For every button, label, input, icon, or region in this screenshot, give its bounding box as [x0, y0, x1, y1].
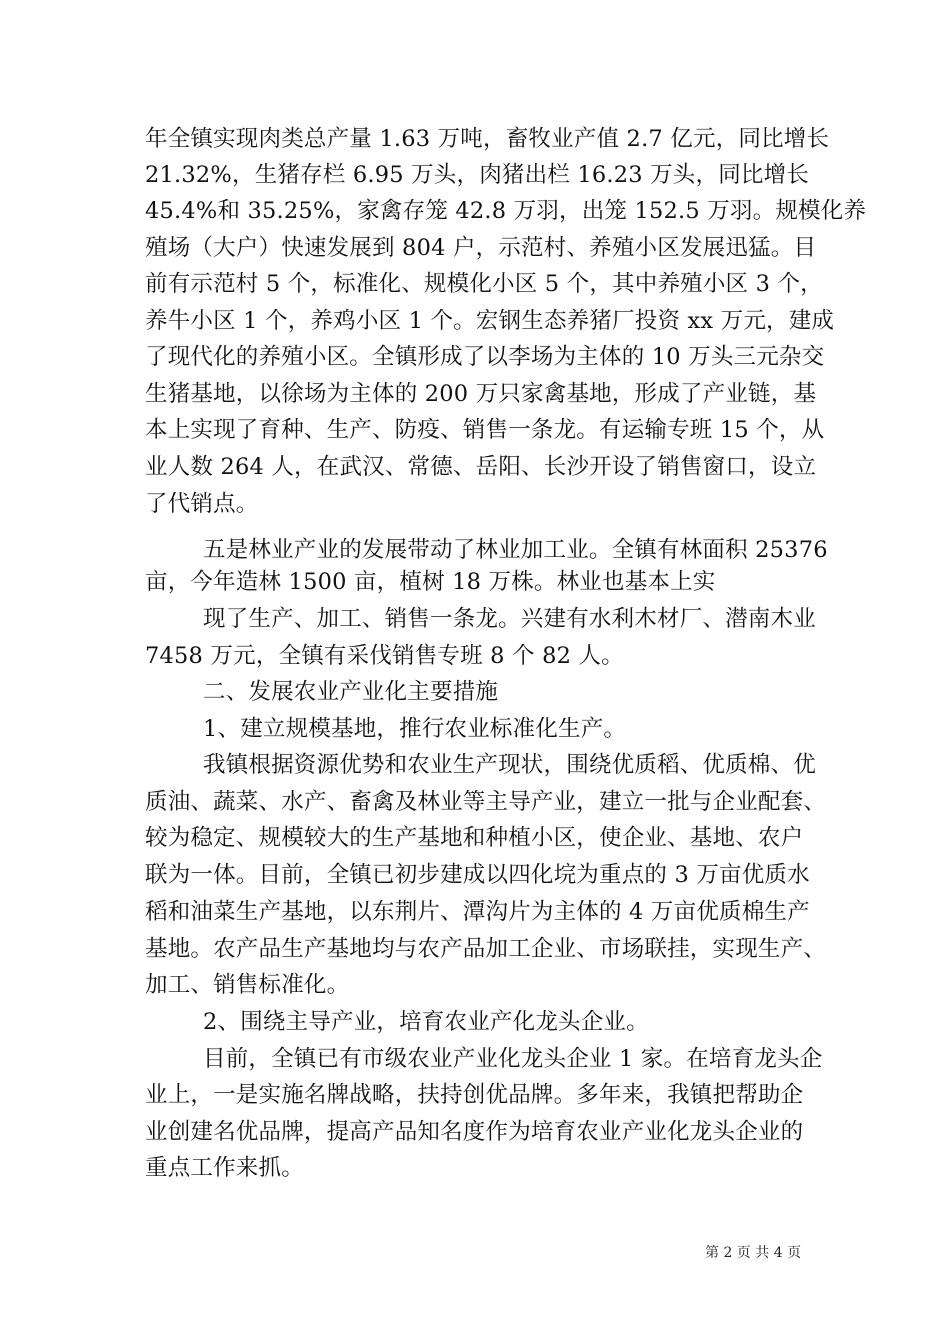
paragraph-line: 加工、销售标准化。: [145, 972, 350, 998]
paragraph-line: 殖场（大户）快速发展到 804 户，示范村、养殖小区发展迅猛。目: [145, 235, 817, 261]
paragraph-line: 我镇根据资源优势和农业生产现状，围绕优质稻、优质棉、优: [203, 752, 816, 778]
paragraph-line: 养牛小区 1 个，养鸡小区 1 个。宏钢生态养猪厂投资 xx 万元，建成: [145, 308, 835, 334]
paragraph-line: 了现代化的养殖小区。全镇形成了以李场为主体的 10 万头三元杂交: [145, 344, 825, 370]
paragraph-line: 亩，今年造林 1500 亩，植树 18 万株。林业也基本上实: [145, 569, 716, 595]
paragraph-line: 本上实现了育种、生产、防疫、销售一条龙。有运输专班 15 个，从: [145, 417, 825, 443]
paragraph-line: 21.32%，生猪存栏 6.95 万头，肉猪出栏 16.23 万头，同比增长: [145, 162, 810, 188]
paragraph-line: 较为稳定、规模较大的生产基地和种植小区，使企业、基地、农户: [145, 825, 804, 851]
paragraph-line: 质油、蔬菜、水产、畜禽及林业等主导产业，建立一批与企业配套、: [145, 789, 827, 815]
paragraph-line: 前有示范村 5 个，标准化、规模化小区 5 个，其中养殖小区 3 个，: [145, 271, 823, 297]
paragraph-line: 现了生产、加工、销售一条龙。兴建有水利木材厂、潜南木业: [203, 606, 816, 632]
paragraph-line: 五是林业产业的发展带动了林业加工业。全镇有林面积 25376: [203, 537, 828, 563]
page-number-footer: 第 2 页 共 4 页: [705, 1245, 802, 1261]
subsection-heading: 2、围绕主导产业，培育农业产化龙头企业。: [203, 1009, 649, 1035]
paragraph-line: 基地。农产品生产基地均与农产品加工企业、市场联挂，实现生产、: [145, 936, 827, 962]
paragraph-line: 了代销点。: [145, 491, 259, 517]
paragraph-line: 7458 万元，全镇有采伐销售专班 8 个 82 人。: [145, 643, 624, 669]
paragraph-line: 业人数 264 人，在武汉、常德、岳阳、长沙开设了销售窗口，设立: [145, 454, 817, 480]
paragraph-line: 稻和油菜生产基地，以东荆片、潭沟片为主体的 4 万亩优质棉生产: [145, 899, 810, 925]
paragraph-line: 业上，一是实施名牌战略，扶持创优品牌。多年来，我镇把帮助企: [145, 1082, 804, 1108]
paragraph-line: 重点工作来抓。: [145, 1155, 304, 1181]
subsection-heading: 1、建立规模基地，推行农业标准化生产。: [203, 716, 627, 742]
paragraph-line: 生猪基地，以徐场为主体的 200 万只家禽基地，形成了产业链，基: [145, 381, 817, 407]
section-heading: 二、发展农业产业化主要措施: [203, 679, 499, 705]
paragraph-line: 45.4%和 35.25%，家禽存笼 42.8 万羽，出笼 152.5 万羽。规模化养: [145, 198, 867, 224]
paragraph-line: 年全镇实现肉类总产量 1.63 万吨，畜牧业产值 2.7 亿元，同比增长: [145, 126, 830, 152]
paragraph-line: 目前，全镇已有市级农业产业化龙头企业 1 家。在培育龙头企: [203, 1046, 823, 1072]
paragraph-line: 业创建名优品牌，提高产品知名度作为培育农业产业化龙头企业的: [145, 1119, 804, 1145]
paragraph-line: 联为一体。目前，全镇已初步建成以四化垸为重点的 3 万亩优质水: [145, 862, 810, 888]
